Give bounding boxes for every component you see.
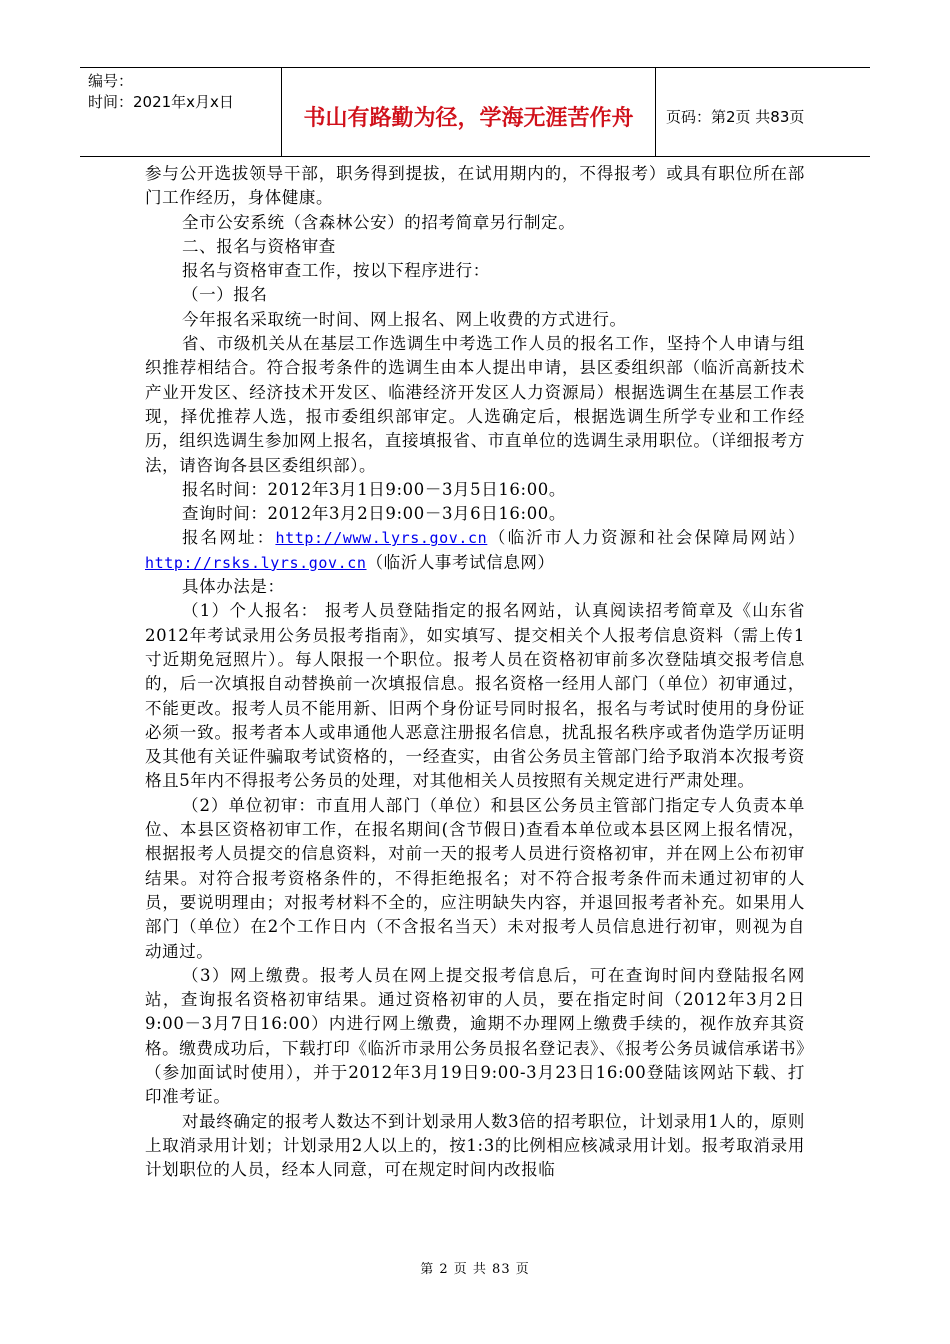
header-motto: 书山有路勤为径，学海无涯苦作舟	[282, 68, 656, 156]
paragraph: （2）单位初审：市直用人部门（单位）和县区公务员主管部门指定专人负责本单位、本县区资格初审工作，在报名期间(含节假日)查看本单位或本县区网上报名情况，根据报考人员提交的信息资料，对前一天的报考人员进行资格初审，并在网上公布初审结果。对符合报考资格条件的，不得拒绝报名；对不符合报考条件而未通过初审的人员，要说明理由；对报考材料不全的，应注明缺失内容，并退回报考者补充。如果用人部门（单位）在2个工作日内（不含报名当天）未对报考人员信息进行初审，则视为自动通过。	[145, 795, 805, 961]
paragraph: 省、市级机关从在基层工作选调生中考选工作人员的报名工作，坚持个人申请与组织推荐相结合。符合报考条件的选调生由本人提出申请，县区委组织部（临沂高新技术产业开发区、经济技术开发区、临港经济开发区人力资源局）根据选调生在基层工作表现，择优推荐人选，报市委组织部审定。人选确定后，根据选调生所学专业和工作经历，组织选调生参加网上报名，直接填报省、市直单位的选调生录用职位。（详细报考方法，请咨询各县区委组织部）。	[145, 334, 805, 475]
paragraph: （3）网上缴费。报考人员在网上提交报考信息后，可在查询时间内登陆报名网站，查询报名资格初审结果。通过资格初审的人员，要在指定时间（2012年3月2日9:00－3月7日16:00）内进行网上缴费，逾期不办理网上缴费手续的，视作放弃其资格。缴费成功后，下载打印《临沂市录用公务员报名登记表》、《报考公务员诚信承诺书》（参加面试时使用），并于2012年3月19日9:00-3月23日16:00登陆该网站下载、打印准考证。	[145, 965, 805, 1107]
hrss-link[interactable]: http://www.lyrs.gov.cn	[275, 529, 488, 548]
serial-label: 编号：	[88, 72, 134, 90]
paragraph: （1）个人报名： 报考人员登陆指定的报名网站，认真阅读招考简章及《山东省2012年考试录用公务员报考指南》，如实填写、提交相关个人报考信息资料（需上传1寸近期免冠照片）。每人限报一个职位。报考人员在资格初审前多次登陆填交报考信息的，后一次填报自动替换前一次填报信息。报名资格一经用人部门（单位）初审通过，不能更改。报考人员不能用新、旧两个身份证号同时报名，报名与考试时使用的身份证必须一致。报考者本人或串通他人恶意注册报名信息，扰乱报名秩序或者伪造学历证明及其他有关证件骗取考试资格的，一经查实，由省公务员主管部门给予取消本次报考资格且5年内不得报考公务员的处理，对其他相关人员按照有关规定进行严肃处理。	[145, 601, 805, 791]
exam-info-link[interactable]: http://rsks.lyrs.gov.cn	[145, 553, 367, 572]
url-label: 报名网址：	[182, 528, 276, 548]
time-label: 时间：2021年x月x日	[88, 93, 234, 111]
paragraph: 今年报名采取统一时间、网上报名、网上收费的方式进行。	[182, 309, 627, 329]
registration-urls	[145, 526, 805, 575]
document-body	[145, 162, 805, 1182]
url-desc-1: （临沂市人力资源和社会保障局网站）	[487, 528, 806, 548]
page-header	[80, 67, 870, 157]
header-page-info: 页码：第2页 共83页	[666, 107, 805, 126]
page-footer: 第 2 页 共 83 页	[420, 1262, 530, 1277]
subsection-heading: （一）报名	[182, 285, 268, 305]
paragraph: 对最终确定的报考人数达不到计划录用人数3倍的招考职位，计划录用1人的，原则上取消录用计划；计划录用2人以上的，按1:3的比例相应核减录用计划。报考取消录用计划职位的人员，经本人同意，可在规定时间内改报临	[145, 1111, 805, 1180]
header-meta	[80, 68, 282, 156]
section-heading: 二、报名与资格审查	[182, 236, 336, 256]
url-desc-2: （临沂人事考试信息网）	[366, 552, 555, 572]
paragraph: 具体办法是：	[182, 577, 285, 597]
paragraph: 全市公安系统（含森林公安）的招考简章另行制定。	[182, 212, 576, 232]
query-time: 查询时间：2012年3月2日9:00－3月6日16:00。	[182, 504, 566, 524]
paragraph: 参与公开选拔领导干部，职务得到提拔，在试用期内的，不得报考）或具有职位所在部门工作经历，身体健康。	[145, 164, 805, 208]
paragraph: 报名与资格审查工作，按以下程序进行：	[182, 261, 490, 281]
registration-time: 报名时间：2012年3月1日9:00－3月5日16:00。	[182, 479, 566, 499]
